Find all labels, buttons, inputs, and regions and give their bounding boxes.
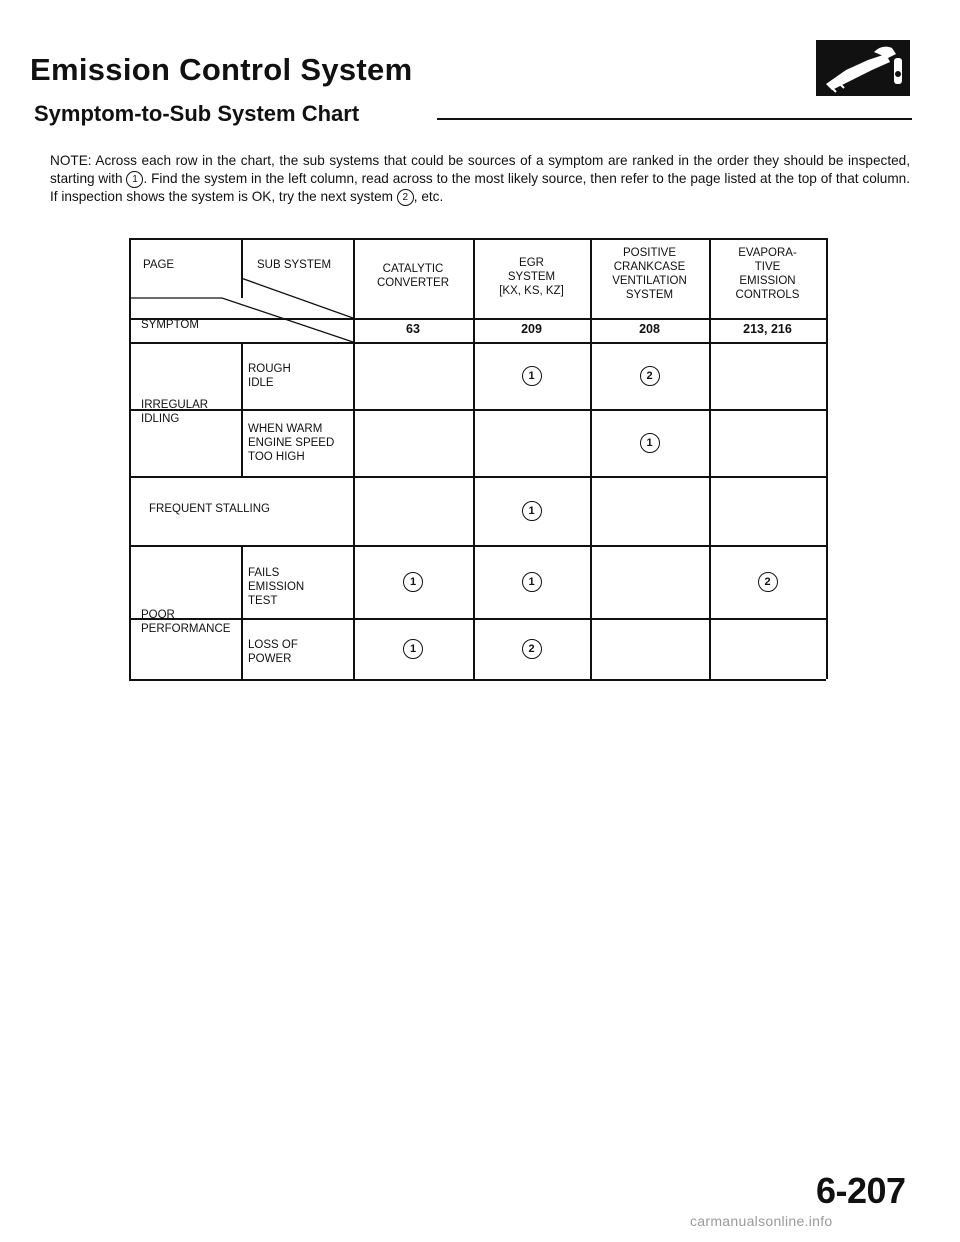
group-poor-performance: PERFORMANCE	[141, 623, 231, 635]
column-header-2-line: [KX, KS, KZ]	[499, 285, 564, 297]
note-text-1: NOTE: Across each row in the chart, the sub systems that could be sources of a symptom are ranked in the order they should be inspected, starting with	[50, 153, 910, 186]
rank-mark: 1	[522, 572, 542, 592]
row-label-2: ENGINE SPEED	[248, 437, 335, 449]
page-subtitle: Symptom-to-Sub System Chart	[34, 101, 360, 126]
column-header-4-line: EVAPORA-	[738, 247, 797, 259]
column-header-1-line: CONVERTER	[377, 277, 449, 289]
watermark-text: carmanualsonline.info	[690, 1213, 833, 1229]
column-header-3-line: CRANKCASE	[613, 261, 686, 273]
rank-mark: 1	[522, 366, 542, 386]
row-label-4: EMISSION	[248, 581, 305, 593]
column-header-4-line: EMISSION	[739, 275, 796, 287]
page-number: 6-207	[816, 1170, 906, 1211]
row-label-2: TOO HIGH	[248, 451, 305, 463]
note-text-2: . Find the system in the left column, read across to the most likely source, then refer to the page listed at the top of that column. If inspection shows the system is OK, try the next system	[50, 171, 911, 204]
rank-mark: 1	[403, 639, 423, 659]
rank-1-symbol: 1	[126, 171, 143, 188]
row-label-1: IDLE	[248, 377, 274, 389]
group-irregular-idling: IRREGULAR	[141, 399, 209, 411]
corner-sub-system-label: SUB SYSTEM	[257, 259, 332, 271]
column-header-3-line: SYSTEM	[625, 289, 674, 301]
column-header-4-line: CONTROLS	[735, 289, 800, 301]
rank-2-symbol: 2	[397, 189, 414, 206]
column-header-3-line: VENTILATION	[612, 275, 687, 287]
rank-mark: 1	[640, 433, 660, 453]
group-irregular-idling: IDLING	[141, 413, 180, 425]
column-header-1-line: CATALYTIC	[382, 263, 444, 275]
column-header-2-line: EGR	[519, 257, 544, 269]
group-poor-performance: POOR	[141, 609, 175, 621]
rank-mark: 1	[522, 501, 542, 521]
column-page-1: 63	[406, 322, 420, 336]
row-label-4: FAILS	[248, 567, 280, 579]
row-label-5: POWER	[248, 653, 292, 665]
note-text-3: , etc.	[413, 189, 444, 204]
row-label-5: LOSS OF	[248, 639, 298, 651]
column-header-3-line: POSITIVE	[622, 247, 677, 259]
column-page-3: 208	[639, 322, 660, 336]
row-label-3: FREQUENT STALLING	[149, 503, 270, 515]
row-label-2: WHEN WARM	[248, 423, 323, 435]
rank-mark: 2	[522, 639, 542, 659]
corner-page-label: PAGE	[143, 259, 175, 271]
rank-mark: 2	[758, 572, 778, 592]
corner-symptom-label: SYMPTOM	[141, 319, 199, 331]
row-label-4: TEST	[248, 595, 278, 607]
row-label-1: ROUGH	[248, 363, 291, 375]
column-page-4: 213, 216	[743, 322, 792, 336]
corner-diagonal-upper	[241, 278, 353, 318]
page-title: Emission Control System	[30, 52, 413, 87]
column-page-2: 209	[521, 322, 542, 336]
column-header-2-line: SYSTEM	[507, 271, 556, 283]
rank-mark: 1	[403, 572, 423, 592]
rank-mark: 2	[640, 366, 660, 386]
column-header-4-line: TIVE	[754, 261, 781, 273]
